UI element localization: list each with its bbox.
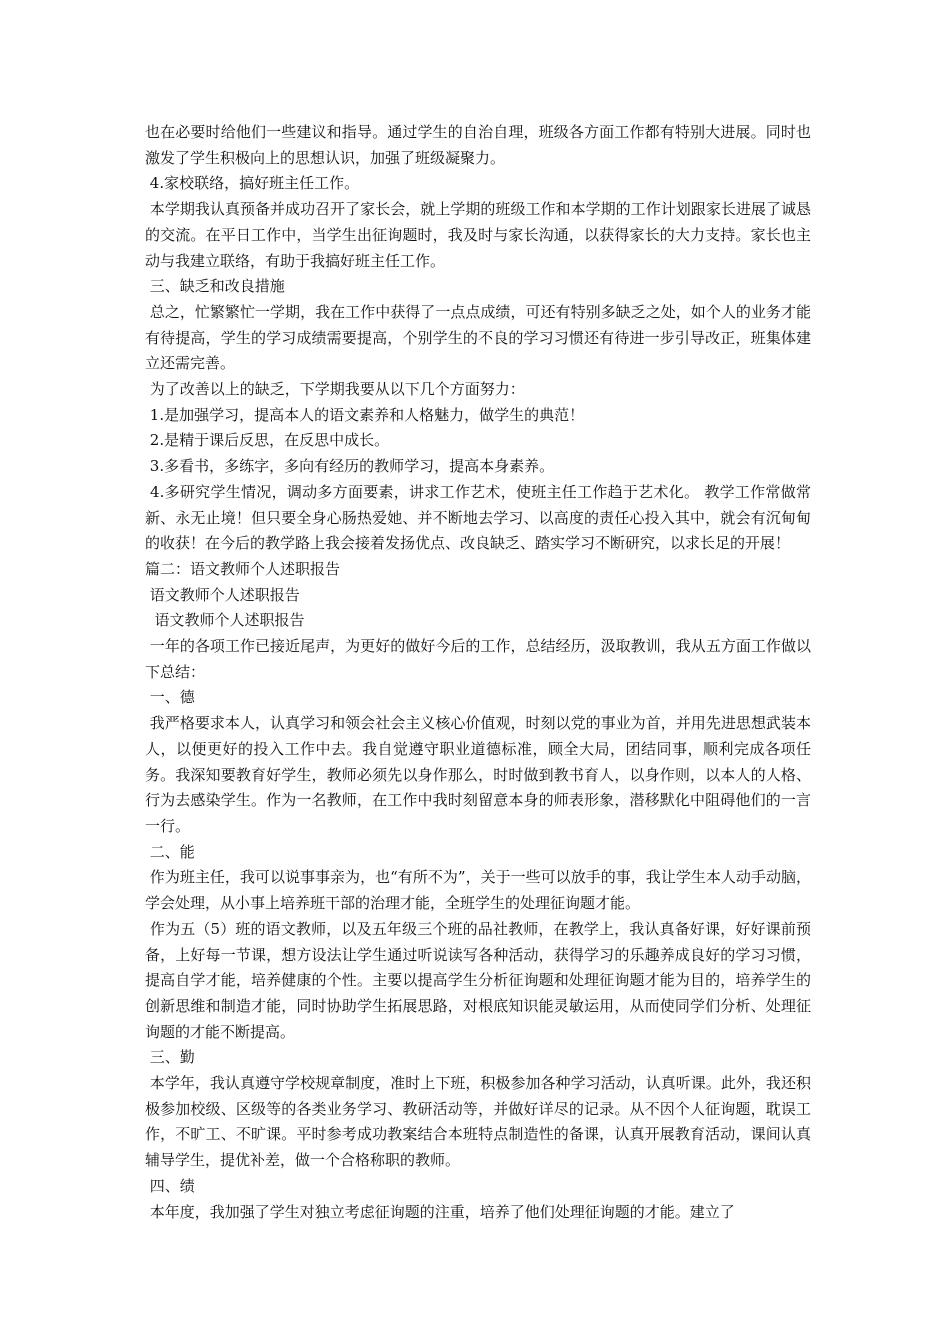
section-heading: 三、勤 xyxy=(145,1048,195,1067)
body-paragraph: 总之，忙繁繁忙一学期，我在工作中获得了一点点成绩，可还有特别多缺乏之处，如个人的业务才能有待提高，学生的学习成绩需要提高，个别学生的不良的学习习惯还有待进一步引导改正，班集体建立还需完善。 xyxy=(145,302,811,373)
chapter-title: 篇二：语文教师个人述职报告 xyxy=(145,559,341,578)
body-paragraph: 我严格要求本人，认真学习和领会社会主义核心价值观，时刻以党的事业为首，并用先进思想武装本人，以便更好的投入工作中去。我自觉遵守职业道德标准，顾全大局，团结同事，顺利完成各项任务。我深知要教育好学生，教师必须先以身作那么，时时做到教书育人，以身作则，以本人的人格、行为去感染学生。作为一名教师，在工作中我时刻留意本身的师表形象，潜移默化中阻碍他们的一言一行。 xyxy=(145,714,811,835)
report-subtitle: 语文教师个人述职报告 xyxy=(145,611,305,630)
document-page xyxy=(145,120,811,1225)
section-heading: 四、绩 xyxy=(145,1176,195,1195)
body-paragraph: 本学期我认真预备并成功召开了家长会，就上学期的班级工作和本学期的工作计划跟家长进展了诚恳的交流。在平日工作中，当学生出征询题时，我及时与家长沟通，以获得家长的大力支持。家长也主动与我建立联络，有助于我搞好班主任工作。 xyxy=(145,200,811,270)
list-item: 3.多看书，多练字，多向有经历的教师学习，提高本身素养。 xyxy=(145,457,555,476)
body-paragraph: 作为五（5）班的语文教师，以及五年级三个班的品社教师，在教学上，我认真备好课，好好课前预备，上好每一节课，想方设法让学生通过听说读写各种活动，获得学习的乐趣养成良好的学习习惯，提高自学才能，培养健康的个性。主要以提高学生分析征询题和处理征询题才能为目的，培养学生的创新思维和制造才能，同时协助学生拓展思路，对根底知识能灵敏运用，从而使同学们分析、处理征询题的才能不断提高。 xyxy=(145,919,811,1041)
section-heading: 三、缺乏和改良措施 xyxy=(145,277,285,296)
body-paragraph: 作为班主任，我可以说事事亲为，也“有所不为”，关于一些可以放手的事，我让学生本人动手动脑，学会处理，从小事上培养班干部的治理才能，全班学生的处理征询题才能。 xyxy=(145,868,811,913)
list-item: 2.是精于课后反思，在反思中成长。 xyxy=(145,431,390,450)
body-paragraph: 也在必要时给他们一些建议和指导。通过学生的自治自理，班级各方面工作都有特别大进展。同时也激发了学生积极向上的思想认识，加强了班级凝聚力。 xyxy=(145,123,811,167)
body-paragraph: 本学年，我认真遵守学校规章制度，准时上下班，积极参加各种学习活动，认真听课。此外，我还积极参加校级、区级等的各类业务学习、教研活动等，并做好详尽的记录。从不因个人征询题，耽误工作，不旷工、不旷课。平时参考成功教案结合本班特点制造性的备课，认真开展教育活动，课间认真辅导学生，提优补差，做一个合格称职的教师。 xyxy=(145,1074,811,1170)
list-item: 1.是加强学习，提高本人的语文素养和人格魅力，做学生的典范！ xyxy=(145,405,585,424)
report-title: 语文教师个人述职报告 xyxy=(145,585,300,604)
list-item: 4.多研究学生情况，调动多方面要素，讲求工作艺术，使班主任工作趋于艺术化。 教学工作常做常新、永无止境！但只要全身心肠热爱她、并不断地去学习、以高度的责任心投入其中，就会有沉甸甸的收获！在今后的教学路上我会接着发扬优点、改良缺乏、踏实学习不断研究，以求长足的开展！ xyxy=(145,482,811,553)
body-paragraph: 本年度，我加强了学生对独立考虑征询题的注重，培养了他们处理征询题的才能。建立了 xyxy=(145,1202,735,1221)
section-heading: 二、能 xyxy=(145,842,195,861)
section-heading: 一、德 xyxy=(145,688,195,707)
list-item-home-school: 4.家校联络，搞好班主任工作。 xyxy=(145,174,360,193)
body-paragraph: 为了改善以上的缺乏，下学期我要从以下几个方面努力： xyxy=(145,380,525,399)
body-paragraph: 一年的各项工作已接近尾声，为更好的做好今后的工作，总结经历，汲取教训，我从五方面工作做以下总结： xyxy=(145,637,811,681)
